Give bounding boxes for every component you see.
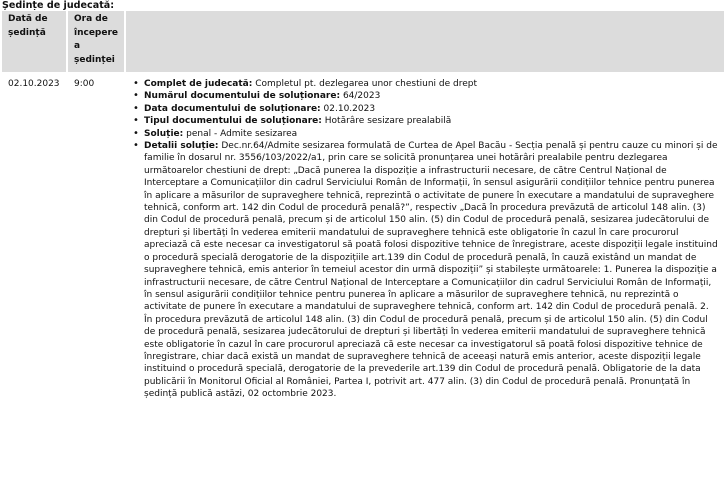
list-item-complet	[144, 78, 718, 90]
list-item-solution	[144, 128, 718, 140]
doc-date-value: 02.10.2023	[323, 103, 376, 114]
list-item-doc-type	[144, 115, 718, 127]
header-time: Ora de începere a ședinței	[68, 11, 124, 72]
list-item-solution-details	[144, 140, 718, 401]
solution-details-label: Detalii soluție:	[144, 141, 219, 152]
list-item-doc-number	[144, 90, 718, 102]
header-details	[126, 11, 724, 72]
doc-number-label: Numărul documentului de soluționare:	[144, 91, 341, 102]
hearings-table	[0, 9, 726, 403]
complet-value: Completul pt. dezlegarea unor chestiuni de drept	[255, 79, 478, 89]
solution-value: penal - Admite sesizarea	[186, 128, 298, 139]
doc-date-label: Data documentului de soluționare:	[144, 103, 321, 114]
solution-details-value: Dec.nr.64/Admite sesizarea formulată de Curtea de Apel Bacău - Secția penală și pentru cauze cu minori și de familie în dosarul nr. 3556/103/2022/a1, prin care se solicită pronunțarea unei hotărâri prealabile pentru dezlegarea următoarelor chestiuni de drept: „Dacă punerea la dispoziție a infrastructurii necesare, de către Centrul Național de Interceptare a Comunicațiilor din cadrul Serviciului Român de Informații, în sensul asigurării condițiilor tehnice pentru punerea în aplicare a măsurilor de supraveghere tehnică, reprezintă o activitate de punere în executare a mandatului de supraveghere tehnică, conform art. 142 din Codul de procedură penală?”, respectiv „Dacă în procedura prevăzută de articolul 148 alin. (3) din Codul de procedură penală, precum și de articolul 150 alin. (5) din Codul de procedură penală, sesizarea judecătorului de drepturi și libertăți în vederea emiterii mandatului de supraveghere tehnică este obligatorie în cazul în care procurorul apreciază că este necesar ca investigatorul să poată folosi dispozitive tehnice de înregistrare, aceste dispoziții legale instituind o procedură specială derogatorie de la dispozițiile art.139 din Codul de procedură penală, în cauză existând un mandat de supraveghere tehnică, emis anterior în temeiul acestor din urmă dispoziții” și stabilește următoarele: 1. Punerea la dispoziție a infrastructurii necesare, de către Centrul Național de Interceptare a Comunicațiilor din cadrul Serviciului Român de Informații, în sensul asigurării condițiilor tehnice pentru punerea în aplicare a măsurilor de supraveghere tehnică, nu reprezintă o activitate de punere în executare a mandatului de supraveghere tehnică, conform art. 142 din Codul de procedură penală. 2. În procedura prevăzută de articolul 148 alin. (3) din Codul de procedură penală, precum și de articolul 150 alin. (5) din Codul de procedură penală, sesizarea judecătorului de drepturi și libertăți în vederea emiterii mandatului de supraveghere tehnică este obligatorie în cazul în care procurorul apreciază că este necesar ca investigatorul să poată folosi dispozitive tehnice de înregistrare, chiar dacă există un mandat de supraveghere tehnică de aceeași natură emis anterior, aceste dispoziții legale instituind o procedură specială, derogatorie de la prevederile art.139 din Codul de procedură penală. Obligatorie de la data publicării în Monitorul Oficial al României, Partea I, potrivit art. 477 alin. (3) din Codul de procedură penală. Pronunțată în ședință publică astăzi, 02 octombrie 2023.	[144, 141, 718, 400]
section-title: Ședințe de judecată:	[2, 0, 115, 10]
list-item-doc-date	[144, 103, 718, 115]
complet-label: Complet de judecată:	[144, 79, 253, 89]
doc-type-value: Hotărâre sesizare prealabilă	[324, 116, 452, 127]
doc-number-value: 64/2023	[342, 91, 381, 102]
cell-time: 9:00	[74, 79, 95, 89]
cell-details	[126, 74, 724, 401]
details-list	[130, 78, 718, 401]
table-row	[2, 74, 724, 401]
doc-type-label: Tipul documentului de soluționare:	[144, 116, 322, 127]
header-date: Dată de ședință	[2, 11, 66, 72]
cell-date: 02.10.2023	[8, 79, 60, 89]
table-header-row	[2, 11, 724, 72]
solution-label: Soluție:	[144, 128, 184, 139]
